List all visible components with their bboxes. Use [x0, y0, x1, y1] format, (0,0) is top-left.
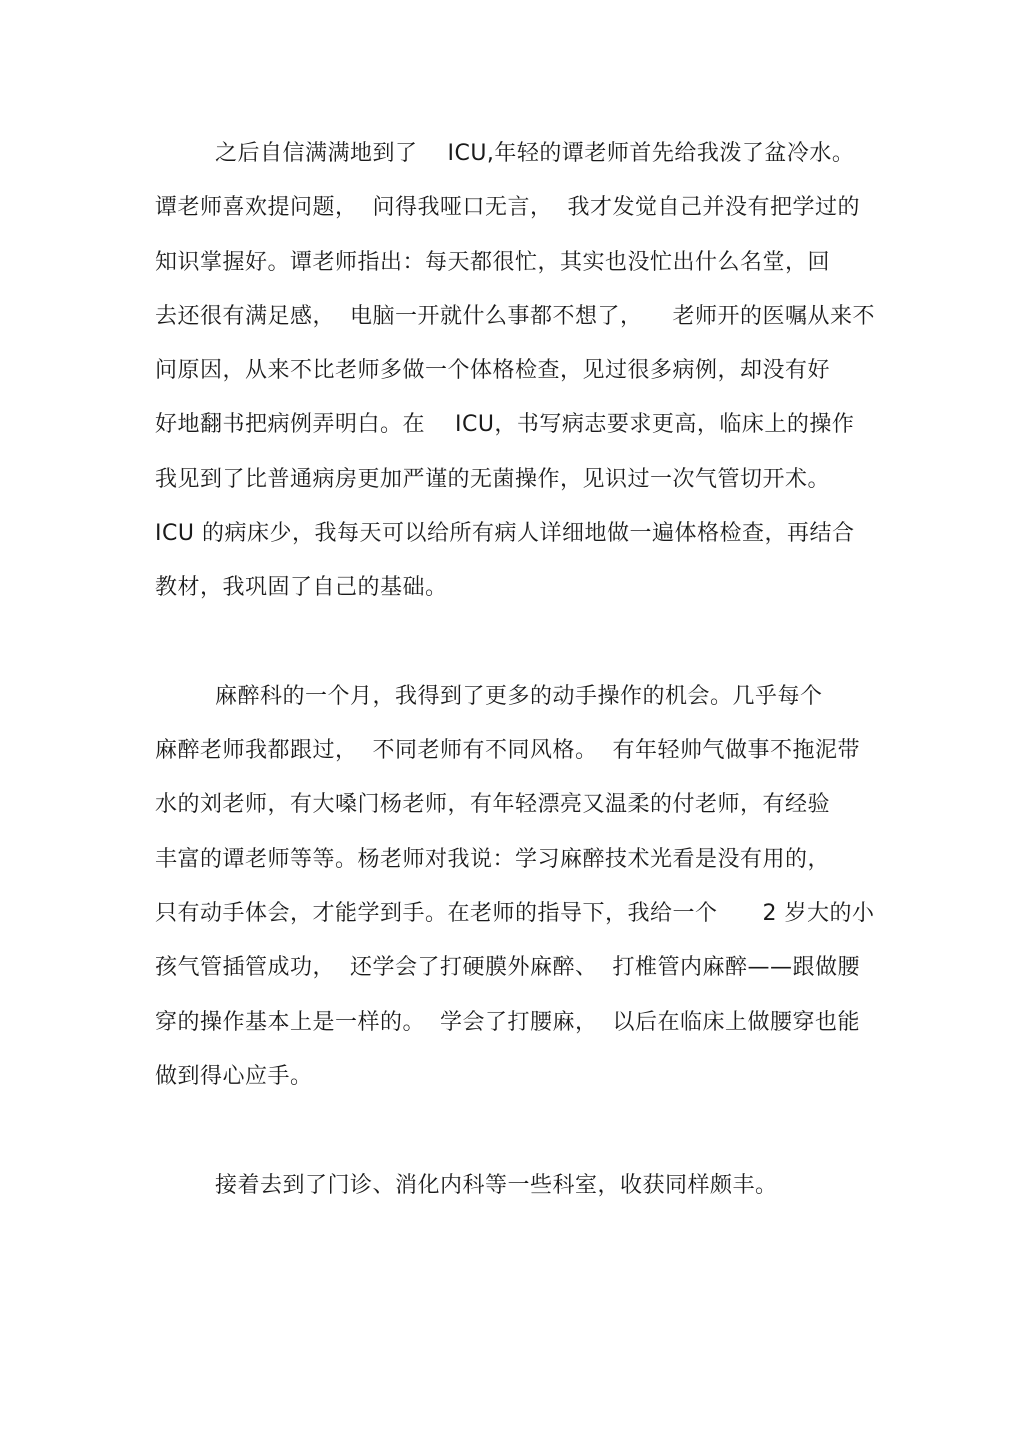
paragraph-2-line-8: 做到得心应手。: [155, 1064, 313, 1089]
paragraph-2-line-5: 只有动手体会，才能学到手。在老师的指导下，我给一个 2 岁大的小: [155, 901, 875, 926]
paragraph-1-line-6: 好地翻书把病例弄明白。在 ICU，书写病志要求更高，临床上的操作: [155, 412, 855, 437]
paragraph-1-line-5: 问原因，从来不比老师多做一个体格检查，见过很多病例，却没有好: [155, 358, 831, 383]
paragraph-1-line-4: 去还很有满足感， 电脑一开就什么事都不想了， 老师开的医嘱从来不: [155, 304, 875, 329]
paragraph-2-line-7: 穿的操作基本上是一样的。 学会了打腰麻， 以后在临床上做腰穿也能: [155, 1010, 860, 1035]
paragraph-1-line-7: 我见到了比普通病房更加严谨的无菌操作，见识过一次气管切开术。: [155, 467, 831, 492]
paragraph-1-line-2: 谭老师喜欢提问题， 问得我哑口无言， 我才发觉自己并没有把学过的: [155, 195, 860, 220]
paragraph-2-line-3: 水的刘老师，有大嗓门杨老师，有年轻漂亮又温柔的付老师，有经验: [155, 792, 831, 817]
paragraph-2-line-1: 麻醉科的一个月，我得到了更多的动手操作的机会。几乎每个: [215, 684, 823, 709]
paragraph-2-line-6: 孩气管插管成功， 还学会了打硬膜外麻醉、 打椎管内麻醉——跟做腰: [155, 955, 860, 980]
paragraph-1-line-1: 之后自信满满地到了 ICU,年轻的谭老师首先给我泼了盆冷水。: [215, 141, 855, 166]
paragraph-1-line-3: 知识掌握好。谭老师指出：每天都很忙，其实也没忙出什么名堂，回: [155, 250, 831, 275]
paragraph-3-line-1: 接着去到了门诊、消化内科等一些科室，收获同样颇丰。: [215, 1173, 778, 1198]
paragraph-1-line-8: ICU 的病床少，我每天可以给所有病人详细地做一遍体格检查，再结合: [155, 521, 855, 546]
paragraph-1-line-9: 教材，我巩固了自己的基础。: [155, 575, 448, 600]
paragraph-2-line-2: 麻醉老师我都跟过， 不同老师有不同风格。 有年轻帅气做事不拖泥带: [155, 738, 860, 763]
paragraph-2-line-4: 丰富的谭老师等等。杨老师对我说：学习麻醉技术光看是没有用的，: [155, 847, 831, 872]
